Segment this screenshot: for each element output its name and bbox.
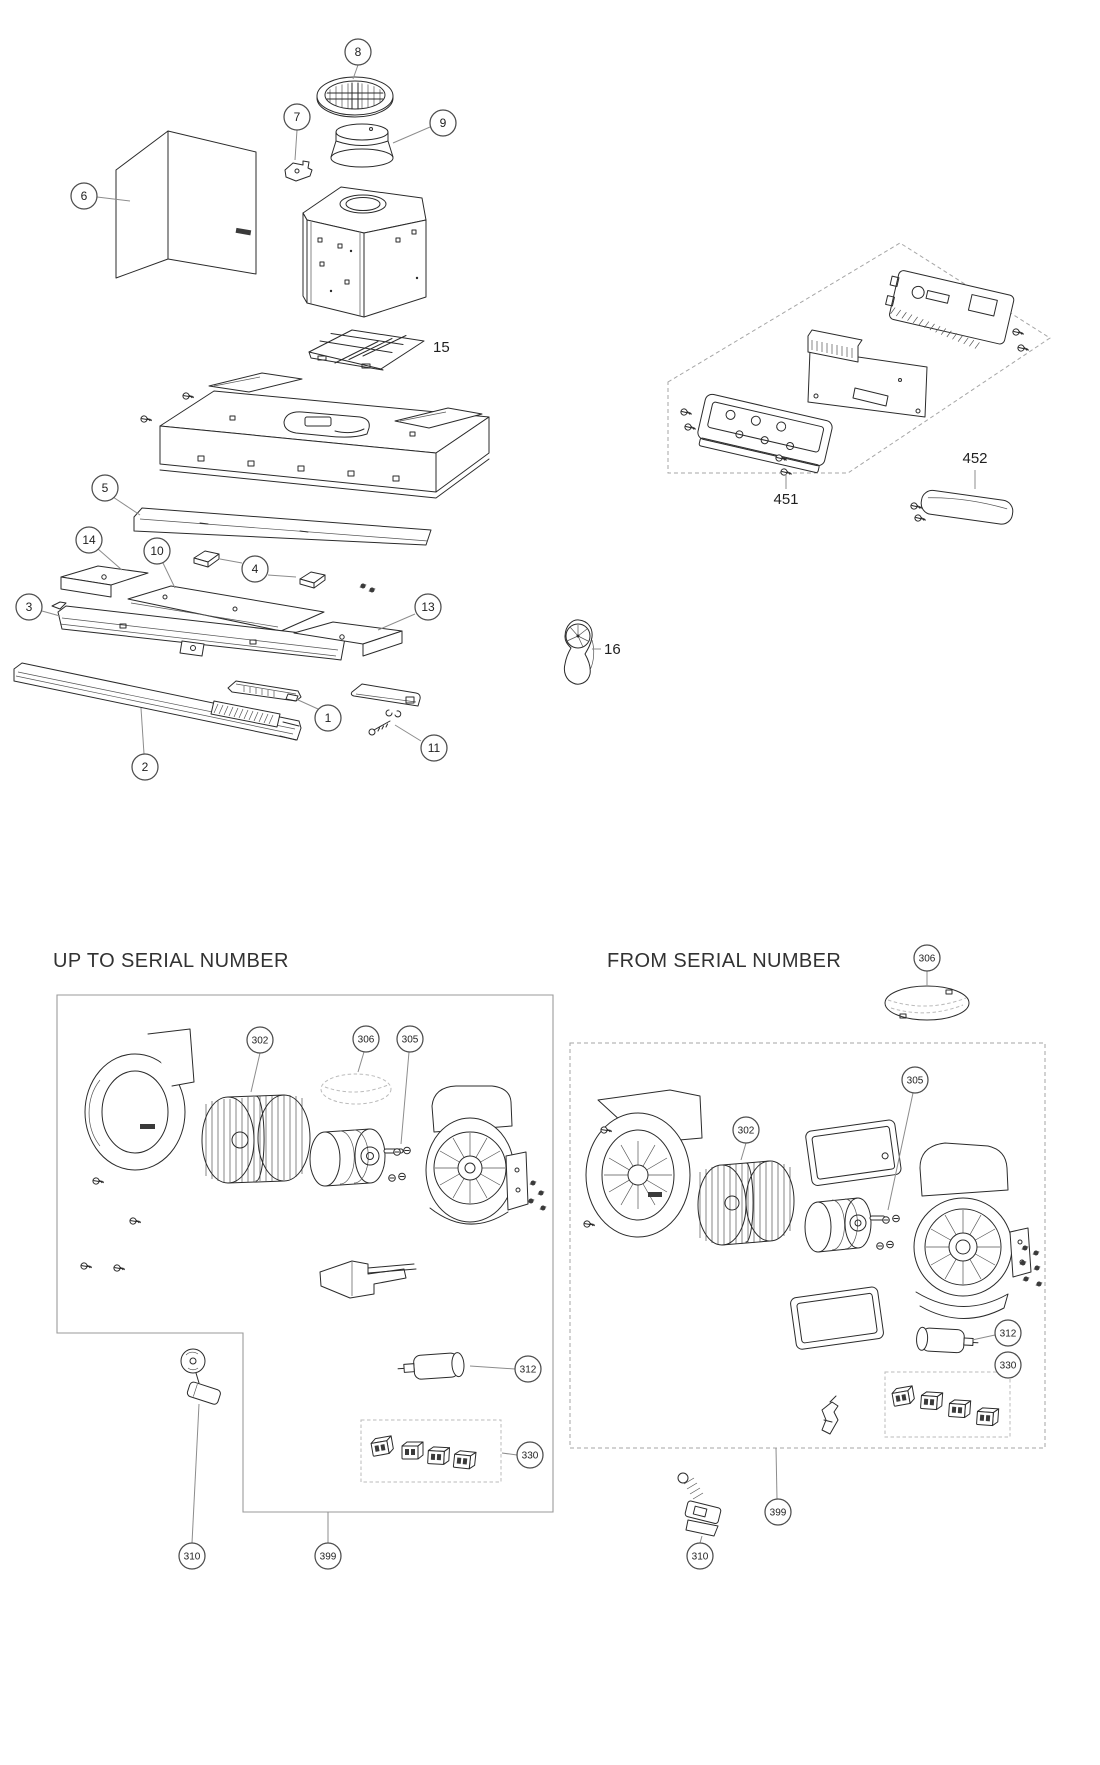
- svg-text:4: 4: [251, 562, 259, 576]
- screw-icon: [538, 1191, 544, 1196]
- part-blower-wheel-302: [202, 1095, 310, 1183]
- svg-text:305: 305: [906, 1075, 924, 1087]
- part-cover-306: [885, 986, 969, 1020]
- screw-icon: [1033, 1251, 1039, 1256]
- screw-icon: [1012, 327, 1023, 337]
- svg-text:10: 10: [150, 544, 164, 558]
- screw-icon: [182, 391, 194, 402]
- part-gasket-306: [321, 1074, 391, 1104]
- part-cover-11: [351, 684, 420, 735]
- part-cover-452: [910, 450, 1014, 526]
- part-filter-clips: [194, 551, 375, 593]
- fastener-clips: [389, 1173, 406, 1181]
- connector-ghost: [370, 1436, 394, 1456]
- svg-text:302: 302: [737, 1125, 755, 1137]
- screw-icon: [1017, 343, 1028, 353]
- part-duct-adapter: [331, 124, 393, 167]
- svg-text:399: 399: [319, 1551, 337, 1563]
- svg-text:7: 7: [293, 110, 301, 124]
- part-chassis: [140, 373, 489, 498]
- blower-housing-left: [586, 1090, 702, 1237]
- svg-text:9: 9: [439, 116, 447, 130]
- part-blower-wheel-302: [698, 1161, 794, 1245]
- part-display-housing: [880, 268, 1014, 354]
- screw-icon: [583, 1219, 595, 1230]
- connector: [453, 1450, 476, 1469]
- svg-text:399: 399: [769, 1507, 787, 1519]
- svg-text:330: 330: [521, 1450, 539, 1462]
- callout-330-left[interactable]: [502, 1442, 543, 1468]
- fastener-clips: [877, 1241, 894, 1249]
- callout-306-right[interactable]: [914, 945, 940, 985]
- screw-icon: [684, 422, 695, 432]
- callout-305-left[interactable]: [397, 1026, 423, 1144]
- callout-312-right[interactable]: [972, 1320, 1021, 1346]
- fastener-clips: [883, 1215, 900, 1223]
- svg-text:6: 6: [80, 189, 88, 203]
- svg-text:310: 310: [691, 1551, 709, 1563]
- connector: [921, 1391, 943, 1409]
- callout-7[interactable]: [284, 104, 310, 160]
- callout-312-left[interactable]: [470, 1356, 541, 1382]
- callout-8[interactable]: [345, 39, 371, 79]
- callout-330-right[interactable]: [995, 1352, 1021, 1378]
- screw-icon: [1023, 1277, 1029, 1282]
- callout-11[interactable]: [395, 725, 447, 761]
- screw-icon: [528, 1199, 534, 1204]
- callout-13[interactable]: [378, 594, 441, 630]
- blower-housing-right: [426, 1086, 528, 1224]
- svg-text:8: 8: [354, 45, 362, 59]
- callout-2[interactable]: [132, 708, 158, 780]
- screw-icon: [140, 414, 152, 425]
- label-part-16[interactable]: 16: [604, 641, 621, 658]
- section-up-to-serial: [53, 950, 553, 1569]
- callout-306-left[interactable]: [353, 1026, 379, 1072]
- svg-text:14: 14: [82, 533, 96, 547]
- svg-text:310: 310: [183, 1551, 201, 1563]
- callout-302-left[interactable]: [247, 1027, 273, 1092]
- connector: [977, 1407, 999, 1425]
- screw-icon: [129, 1216, 141, 1227]
- callout-9[interactable]: [393, 110, 456, 143]
- callout-14[interactable]: [76, 527, 122, 570]
- callout-10[interactable]: [144, 538, 175, 588]
- svg-text:305: 305: [401, 1034, 419, 1046]
- part-capacitor-312: [916, 1327, 979, 1354]
- part-remote-control: [564, 620, 593, 684]
- callout-5[interactable]: [92, 475, 140, 515]
- part-mounting-plate: [320, 1261, 416, 1298]
- callout-302-right[interactable]: [733, 1117, 759, 1160]
- part-connector-kit-330: [885, 1372, 1010, 1437]
- part-cable-clamp-310: [181, 1349, 221, 1405]
- screw-icon: [80, 1261, 92, 1272]
- retaining-clip: [386, 710, 401, 717]
- screw-icon: [914, 513, 925, 523]
- blower-housing-right: [914, 1143, 1031, 1319]
- section-from-serial: [570, 945, 1045, 1569]
- part-hood-body: [303, 187, 426, 317]
- part-lamp-module-1: [228, 681, 301, 701]
- svg-text:2: 2: [141, 760, 149, 774]
- svg-text:1: 1: [324, 711, 332, 725]
- part-control-pcb: [808, 330, 927, 417]
- connector: [402, 1442, 423, 1459]
- callout-310-left[interactable]: [179, 1404, 205, 1569]
- screw-icon: [369, 588, 375, 593]
- callout-310-right[interactable]: [687, 1536, 713, 1569]
- svg-text:312: 312: [999, 1328, 1017, 1340]
- section-title-from-serial: FROM SERIAL NUMBER: [607, 950, 842, 972]
- svg-text:306: 306: [357, 1034, 375, 1046]
- svg-text:302: 302: [251, 1035, 269, 1047]
- svg-text:3: 3: [25, 600, 33, 614]
- screw-icon: [1036, 1282, 1042, 1287]
- connector: [949, 1399, 971, 1417]
- blower-housing-left: [85, 1029, 194, 1170]
- callout-399-right[interactable]: [765, 1448, 791, 1525]
- screw-icon: [540, 1206, 546, 1211]
- screw-icon: [1034, 1266, 1040, 1271]
- part-support-rail-5: [134, 508, 431, 545]
- screw-icon: [92, 1176, 104, 1187]
- part-chimney-flue: [116, 131, 256, 278]
- svg-text:306: 306: [918, 953, 936, 965]
- connector-ghost: [891, 1386, 915, 1406]
- screw-icon: [680, 407, 691, 417]
- part-cable-clamp-310: [678, 1473, 721, 1536]
- screw-icon: [530, 1181, 536, 1186]
- part-top-panel: [805, 1119, 902, 1186]
- part-front-panel-2: [14, 663, 301, 740]
- connector: [428, 1447, 450, 1465]
- label-part-15[interactable]: 15: [433, 339, 450, 356]
- svg-text:11: 11: [427, 741, 441, 755]
- part-grease-filter: [309, 330, 424, 370]
- group-451: [668, 243, 1050, 508]
- label-group-452[interactable]: 452: [962, 450, 988, 467]
- screw-icon: [113, 1263, 125, 1274]
- part-bottom-panel: [790, 1286, 884, 1350]
- callout-4[interactable]: [220, 556, 296, 582]
- svg-text:312: 312: [519, 1364, 537, 1376]
- screw-icon: [369, 721, 390, 735]
- svg-text:5: 5: [101, 481, 109, 495]
- part-clamp-piece: [822, 1396, 838, 1434]
- label-group-451[interactable]: 451: [773, 491, 799, 508]
- part-control-bracket: [695, 393, 834, 474]
- part-connector-kit-330: [361, 1420, 501, 1482]
- svg-text:13: 13: [421, 600, 435, 614]
- part-bracket-7: [285, 161, 312, 181]
- section-title-up-to-serial: UP TO SERIAL NUMBER: [53, 950, 289, 972]
- svg-text:330: 330: [999, 1360, 1017, 1372]
- screw-icon: [360, 584, 366, 589]
- part-grille-cover: [317, 77, 393, 117]
- callout-399-left[interactable]: [315, 1512, 341, 1569]
- part-motor: [805, 1198, 885, 1252]
- screw-icon: [910, 501, 921, 511]
- callout-1[interactable]: [296, 699, 341, 731]
- part-side-bracket-left: [61, 566, 148, 597]
- part-capacitor-312: [397, 1352, 465, 1381]
